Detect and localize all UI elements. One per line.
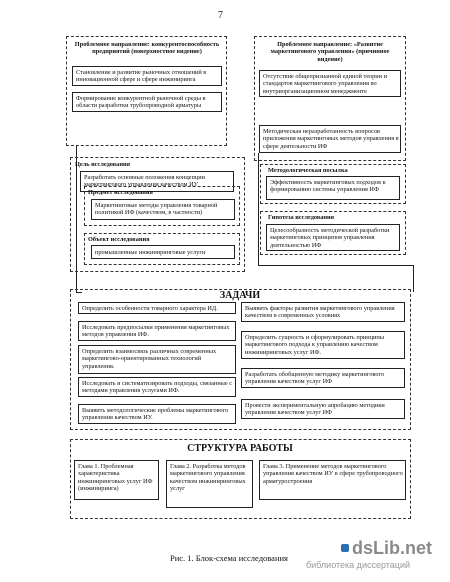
subject-box bbox=[91, 199, 235, 220]
structure-title: СТРУКТУРА РАБОТЫ bbox=[187, 443, 293, 454]
chapter-1-text: Глава 1. Проблемная характеристика инжиниринговых услуг ИФ (инжиниринга) bbox=[78, 463, 153, 493]
connector-right-bottom bbox=[258, 265, 414, 266]
left-problem-item-1 bbox=[72, 66, 222, 86]
task-left-3-text: Определить взаимосвязь различных современных маркетингово-ориентированных технологий управления. bbox=[82, 348, 217, 370]
chapter-3 bbox=[259, 460, 406, 500]
task-left-3 bbox=[78, 345, 236, 374]
subject-text: Маркетинговые методы управления товарной политикой ИФ (качеством, в частности) bbox=[95, 202, 218, 217]
page-number: 7 bbox=[218, 10, 223, 21]
right-problem-item-2 bbox=[259, 125, 401, 153]
right-problem-heading: Проблемное направление: «Развитие маркетингового управления» (причинное видение) bbox=[270, 41, 390, 63]
hypothesis-box bbox=[266, 224, 400, 251]
task-right-1 bbox=[241, 302, 405, 322]
watermark-tagline: библиотека диссертаций bbox=[306, 560, 411, 570]
right-problem-item-1 bbox=[259, 70, 401, 97]
task-left-1-text: Определить особенности товарного характера ИД. bbox=[82, 305, 218, 312]
premise-label: Методологическая посылка bbox=[268, 167, 348, 174]
subject-label: Предмет исследования bbox=[88, 189, 153, 196]
connector-right-vertical bbox=[258, 153, 259, 265]
task-right-4 bbox=[241, 399, 405, 419]
figure-caption: Рис. 1. Блок-схема исследования bbox=[170, 553, 288, 563]
left-problem-item-1-text: Становление и развитие рыночных отношений в инновационной сфере и сфере инжиниринга bbox=[76, 69, 207, 84]
watermark-site: dsLib.net bbox=[352, 538, 432, 558]
task-left-5-text: Выявить методологические проблемы маркетингового управления качеством ИУ. bbox=[82, 407, 229, 422]
task-right-3-text: Разработать обобщенную методику маркетингового управления качеством услуг ИФ bbox=[245, 371, 385, 386]
chapter-2-text: Глава 2. Разработка методов маркетингового управления качеством инжиниринговых услуг bbox=[170, 463, 246, 493]
tasks-title: ЗАДАЧИ bbox=[219, 290, 261, 301]
premise-text: Эффективность маркетинговых подходов к формированию системы управления ИФ bbox=[270, 179, 386, 194]
task-left-2-text: Исследовать предпосылки применения маркетинговых методов управления ИФ. bbox=[82, 324, 230, 339]
task-left-4-text: Исследовать и систематизировать подходы, связанные с методами управления услугами ИФ. bbox=[82, 380, 233, 395]
task-right-4-text: Провести экспериментальную апробацию методики управления качеством услуг ИФ bbox=[245, 402, 385, 417]
task-right-3 bbox=[241, 368, 405, 388]
connector-right-down bbox=[413, 265, 414, 292]
left-problem-heading: Проблемное направление: конкурентоспособность предприятий (поверхностное видение) bbox=[74, 41, 220, 56]
task-right-1-text: Выявить факторы развития маркетингового управления качеством в современных условиях bbox=[245, 305, 395, 320]
task-left-4 bbox=[78, 377, 236, 397]
left-problem-item-2-text: Формирование конкурентной рыночной среды в области разработки трубопроводной арматуры bbox=[76, 95, 206, 110]
task-left-1 bbox=[78, 302, 236, 314]
left-problem-item-2 bbox=[72, 92, 222, 112]
chapter-2 bbox=[166, 460, 253, 508]
task-left-2 bbox=[78, 321, 236, 341]
task-right-2 bbox=[241, 331, 405, 359]
goal-text: Разработать основные положения концепции маркетингового управления качеством ИУ bbox=[84, 174, 205, 189]
dslib-logo-icon bbox=[341, 544, 349, 552]
object-label: Объект исследования bbox=[88, 236, 150, 243]
goal-label: Цель исследования bbox=[75, 161, 130, 168]
task-left-5 bbox=[78, 404, 236, 424]
premise-box bbox=[266, 176, 400, 200]
task-right-2-text: Определить сущность и сформулировать принципы маркетингового подхода к управлению качеством инжиниринговых услуг ИФ. bbox=[245, 334, 384, 356]
object-text: промышленные инжиниринговые услуги bbox=[95, 249, 206, 256]
chapter-1 bbox=[74, 460, 159, 500]
hypothesis-text: Целесообразность методической разработки маркетинговых принципов управления деятельностью ИФ bbox=[270, 227, 390, 249]
object-box bbox=[91, 245, 235, 259]
right-problem-item-1-text: Отсутствие общепризнанной единой теории и стандартов маркетингового управления во внутриорганизационном менеджменте bbox=[263, 73, 387, 95]
chapter-3-text: Глава 3. Применение методов маркетингового управления качеством ИУ в сфере трубопроводного арматуростроения bbox=[263, 463, 403, 485]
hypothesis-label: Гипотеза исследования bbox=[268, 214, 335, 221]
right-problem-item-2-text: Методическая неразработанность вопросов приложения маркетинговых методов управления в сфере деятельности ИФ bbox=[263, 128, 399, 150]
